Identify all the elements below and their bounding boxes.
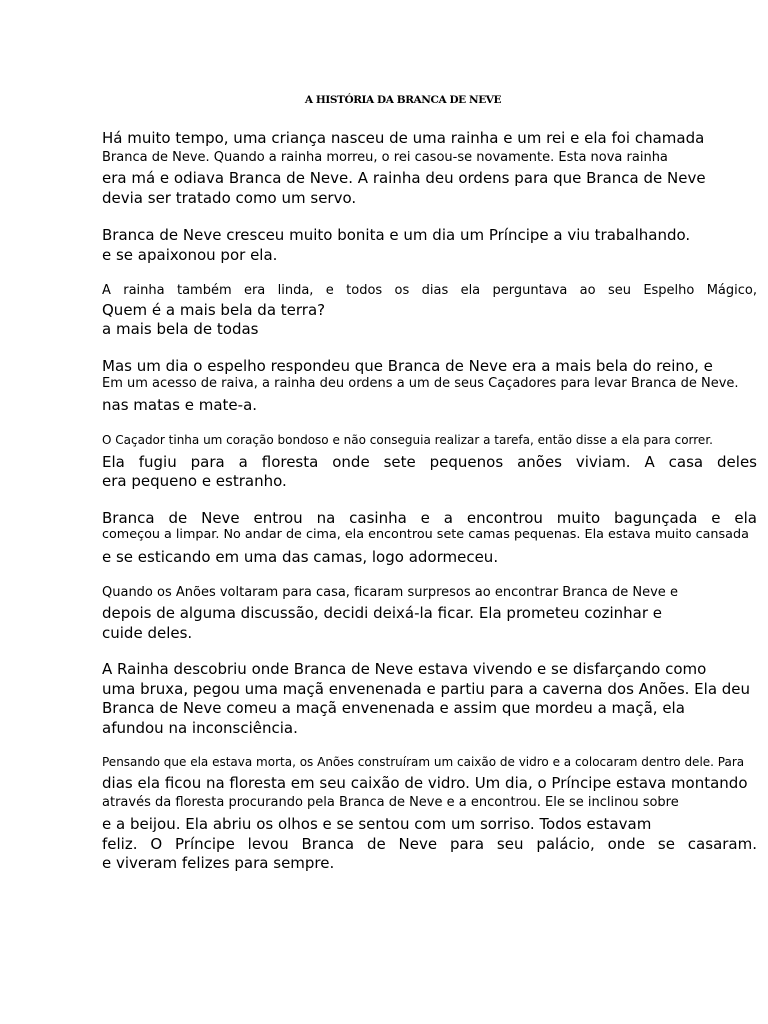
text-line: dias ela ficou na floresta em seu caixão de vidro. Um dia, o Príncipe estava montando bbox=[102, 774, 748, 792]
text-line: uma bruxa, pegou uma maçã envenenada e partiu para a caverna dos Anões. Ela deu bbox=[102, 680, 751, 698]
text-line: Quem é a mais bela da terra? bbox=[102, 301, 326, 319]
text-line: Em um acesso de raiva, a rainha deu ordens a um de seus Caçadores para levar Branca de Neve. bbox=[102, 376, 739, 391]
text-line: era má e odiava Branca de Neve. A rainha deu ordens para que Branca de Neve bbox=[102, 169, 706, 187]
text-line: através da floresta procurando pela Branca de Neve e a encontrou. Ele se inclinou sobre bbox=[102, 795, 679, 810]
text-line: Branca de Neve cresceu muito bonita e um dia um Príncipe a viu trabalhando. bbox=[102, 226, 691, 244]
text-line: A Rainha descobriu onde Branca de Neve estava vivendo e se disfarçando como bbox=[102, 660, 707, 678]
text-line: Branca de Neve. Quando a rainha morreu, o rei casou-se novamente. Esta nova rainha bbox=[102, 150, 668, 165]
text-line: a mais bela de todas bbox=[102, 320, 259, 338]
text-line: Mas um dia o espelho respondeu que Branca de Neve era a mais bela do reino, e bbox=[102, 357, 713, 375]
text-line: começou a limpar. No andar de cima, ela encontrou sete camas pequenas. Ela estava muito cansada bbox=[102, 527, 749, 542]
text-line: e viveram felizes para sempre. bbox=[102, 854, 335, 872]
text-line: Pensando que ela estava morta, os Anões construíram um caixão de vidro e a colocaram dentro dele. Para bbox=[102, 755, 745, 769]
text-line: e a beijou. Ela abriu os olhos e se sentou com um sorriso. Todos estavam bbox=[102, 815, 652, 833]
document-title: A HISTÓRIA DA BRANCA DE NEVE bbox=[304, 94, 502, 106]
text-line: afundou na inconsciência. bbox=[102, 719, 298, 737]
text-line: Branca de Neve entrou na casinha e a encontrou muito bagunçada e ela bbox=[102, 509, 757, 527]
text-line: Ela fugiu para a floresta onde sete pequenos anões viviam. A casa deles bbox=[102, 453, 757, 471]
text-line: era pequeno e estranho. bbox=[102, 472, 287, 490]
text-line: feliz. O Príncipe levou Branca de Neve para seu palácio, onde se casaram. bbox=[102, 835, 757, 853]
text-line: Quando os Anões voltaram para casa, ficaram surpresos ao encontrar Branca de Neve e bbox=[102, 585, 678, 600]
text-line: devia ser tratado como um servo. bbox=[102, 189, 357, 207]
text-line: depois de alguma discussão, decidi deixá-la ficar. Ela prometeu cozinhar e bbox=[102, 604, 663, 622]
text-line: Há muito tempo, uma criança nasceu de uma rainha e um rei e ela foi chamada bbox=[102, 129, 705, 147]
text-line: e se esticando em uma das camas, logo adormeceu. bbox=[102, 548, 499, 566]
text-line: nas matas e mate-a. bbox=[102, 396, 258, 414]
text-line: e se apaixonou por ela. bbox=[102, 246, 278, 264]
text-line: cuide deles. bbox=[102, 624, 193, 642]
text-line: O Caçador tinha um coração bondoso e não conseguia realizar a tarefa, então disse a ela para correr. bbox=[102, 433, 713, 447]
text-line: Branca de Neve comeu a maçã envenenada e assim que mordeu a maçã, ela bbox=[102, 699, 685, 717]
text-line: A rainha também era linda, e todos os dias ela perguntava ao seu Espelho Mágico, bbox=[102, 283, 757, 298]
